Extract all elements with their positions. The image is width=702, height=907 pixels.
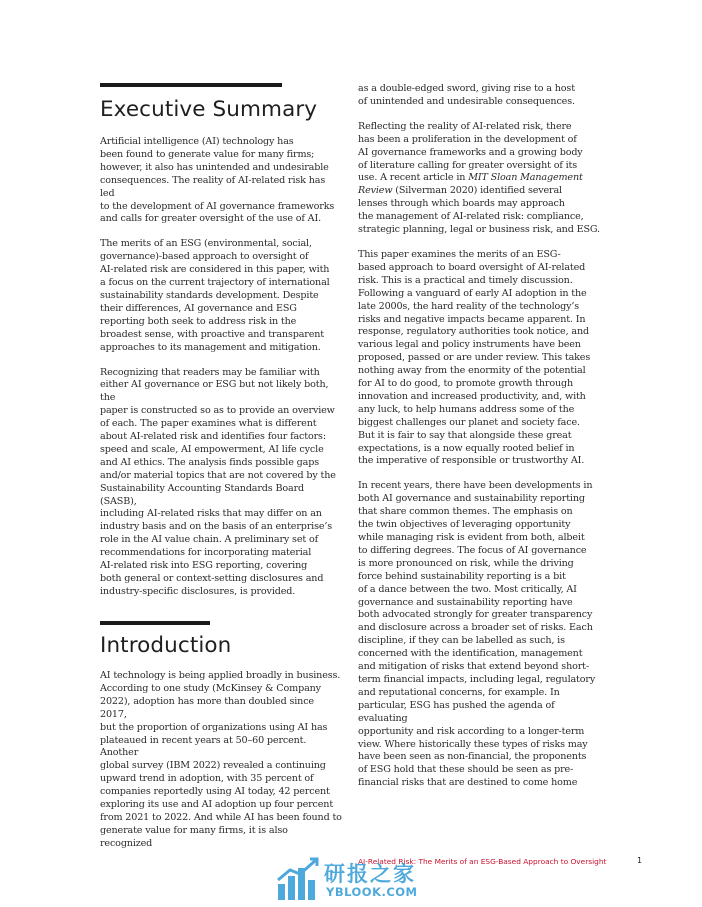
footer-title: AI-Related Risk: The Merits of an ESG-Based Approach to Oversight (358, 857, 607, 866)
bar-chart-logo-icon (276, 856, 322, 902)
right-column (358, 83, 604, 790)
exec-summary-paragraph-2: The merits of an ESG (environmental, social, governance)-based approach to oversight of AI-related risk are considered in this paper, with a focus on the current trajectory of international sustainability standards development. Despite their differences, AI governance and ESG reporting both seek to address risk in the broadest sense, with proactive and transparent approaches to its management and mitigation. (100, 238, 330, 353)
journal-title-cont: Review (358, 185, 393, 197)
right-paragraph-1: as a double-edged sword, giving rise to a host of unintended and undesirable consequences. (358, 83, 575, 107)
section-rule (100, 621, 210, 625)
exec-summary-paragraph-3: Recognizing that readers may be familiar with either AI governance or ESG but not likely both, the paper is constructed so as to provide an overview of each. The paper examines what is different about AI-related risk and identifies four factors: speed and scale, AI empowerment, AI life cycle and AI ethics. The analysis finds possible gaps and/or material topics that are not covered by the Sustainability Accounting Standards Board (SASB), including AI-related risks that may differ on an industry basis and on the basis of an enterprise’s role in the AI value chain. A preliminary set of recommendations for incorporating material AI-related risk into ESG reporting, covering both general or context-setting disclosures and industry-specific disclosures, is provided. (100, 366, 336, 597)
section-rule (100, 83, 282, 87)
exec-summary-paragraph-1: Artificial intelligence (AI) technology has been found to generate value for many firms; however, it also has unintended and undesirable consequences. The reality of AI-related risk has led to the development of AI governance frameworks and calls for greater oversight of the use of AI. (100, 136, 335, 225)
right-paragraph-3: This paper examines the merits of an ESG- based approach to board oversight of AI-related risk. This is a practical and timely discussion. Following a vanguard of early AI adoption in the late 2000s, the hard reality of the technology’s risks and negative impacts became apparent. In response, regulatory authorities took notice, and various legal and policy instruments have been proposed, passed or are under review. This takes nothing away from the enormity of the potential for AI to do good, to promote growth through innovation and increased productivity, and, with any luck, to help humans address some of the biggest challenges our planet and society face. But it is fair to say that alongside these great expectations, is a now equally rooted belief in the imperative of responsible or trustworthy AI. (358, 248, 591, 467)
right-paragraph-4: In recent years, there have been developments in both AI governance and sustainability reporting that share common themes. The emphasis on the twin objectives of leveraging opportunity while managing risk is evident from both, albeit to differing degrees. The focus of AI governance is more pronounced on risk, while the driving force behind sustainability reporting is a bit of a dance between the two. Most critically, AI governance and sustainability reporting have both advocated strongly for greater transparency and disclosure across a broader set of risks. Each discipline, if they can be labelled as such, is concerned with the identification, management and mitigation of risks that extend beyond short- term financial impacts, including legal, regulatory and reputational concerns, for example. In particular, ESG has pushed the agenda of evaluating opportunity and risk according to a longer-term view. Where historically these types of risks may have been seen as non-financial, the proponents of ESG hold that these should be seen as pre- financial risks that are destined to come home (358, 480, 596, 789)
watermark (276, 856, 436, 902)
introduction-paragraph: AI technology is being applied broadly in business. According to one study (McKinsey & Company 2022), adoption has more than doubled since 2017, but the proportion of organizations using AI has plateaued in recent years at 50–60 percent. Another global survey (IBM 2022) revealed a continuing upward trend in adoption, with 35 percent of companies reportedly using AI today, 42 percent exploring its use and AI adoption up four percent from 2021 to 2022. And while AI has been found to generate value for many firms, it is also recognized (100, 670, 342, 849)
left-column (100, 83, 342, 599)
executive-summary-heading: Executive Summary (100, 97, 318, 122)
watermark-text: 研报之家 (324, 862, 416, 886)
watermark-url: YBLOOK.COM (326, 885, 418, 899)
introduction-heading: Introduction (100, 633, 232, 658)
page-number: 1 (637, 856, 643, 865)
introduction-section (100, 621, 342, 851)
right-paragraph-2: Reflecting the reality of AI-related risk, there has been a proliferation in the development of AI governance frameworks and a growing body of literature calling for greater oversight of its use. A recent article in MIT Sloan Management Review (Silverman 2020) identified several lenses through which boards may approach the management of AI-related risk: compliance, strategic planning, legal or business risk, and ESG. (358, 120, 600, 236)
journal-title: MIT Sloan Management (468, 172, 583, 184)
